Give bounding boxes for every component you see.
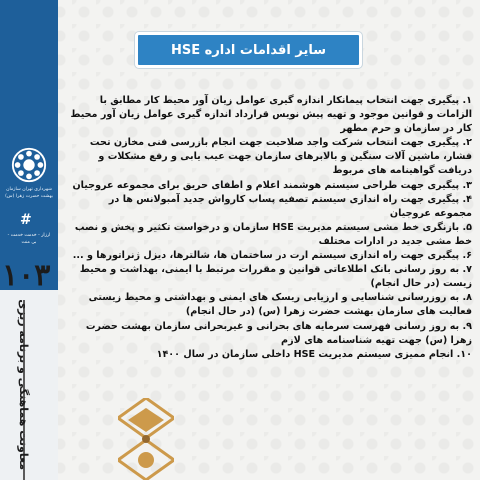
organization-emblem-icon	[10, 146, 48, 184]
list-item: ۳. پیگیری جهت طراحی سیستم هوشمند اعلام و اطفای حریق برای مجموعه عروجیان	[72, 179, 472, 191]
deputy-label: معاونت هماهنگی و برنامه ریزی	[17, 299, 30, 470]
list-item: ۴. پیگیری جهت راه اندازی سیستم تصفیه پساب کارواش جدید آمبولانس ها در مجموعه عروجیان	[108, 193, 472, 219]
actions-list	[70, 94, 472, 362]
list-item: ۲. پیگیری جهت انتخاب شرکت واجد صلاحیت جهت انجام بازرسی فنی مخازن تحت فشار، ماشین آلات سنگین و بالابرهای سازمان جهت عیب یابی و رفع مشکلات و دریافت گواهینامه های مربوط	[89, 137, 472, 177]
list-item: ۸. به روزرسانی شناسایی و ارزیابی ریسک های ایمنی و بهداشتی و محیط زیستی فعالیت های سازمان بهشت حضرت زهرا (س) (در حال انجام)	[88, 292, 472, 318]
list-item: ۱۰. انجام ممیزی سیستم مدیریت HSE داخلی سازمان در سال ۱۴۰۰	[156, 348, 472, 360]
list-item: ۵. بازنگری خط مشی سیستم مدیریت HSE سازمان و درخواست تکثیر و پخش و نصب خط مشی جدید در ادارات مختلف	[74, 221, 472, 247]
issue-number: ۱۰۳	[2, 258, 51, 293]
list-item: ۱. پیگیری جهت انتخاب پیمانکار اندازه گیری عوامل زیان آور محیط کار مطابق با الزامات و قوانین موجود و تهیه پیش نویس قرارداد اندازه گیری عوامل زیان آور محیط کار در سازمان و حرم مطهر	[70, 95, 472, 135]
organization-name: شهرداری تهران سازمان بهشت حضرت زهرا (س)	[5, 187, 53, 199]
hashtag-slogan	[6, 218, 52, 248]
list-item: ۹. به روز رسانی فهرست سرمایه های بحرانی و غیربحرانی سازمان بهشت حضرت زهرا (س) جهت تهیه شناسنامه های لازم	[85, 320, 472, 346]
list-item: ۶. پیگیری جهت راه اندازی سیستم ارت در ساختمان ها، شالترها، دیزل ژنراتورها و ...	[72, 250, 472, 262]
hashtag-text: ارزار - خدمت خدمت - بی منت	[7, 233, 51, 245]
decorative-ornament-icon	[118, 398, 174, 480]
hashtag-icon: #	[20, 212, 32, 228]
page-title: سایر اقدامات اداره HSE	[135, 32, 362, 68]
list-item: ۷. به روز رسانی بانک اطلاعاتی قوانین و مقررات مرتبط با ایمنی، بهداشت و محیط زیست (در حال انجام)	[79, 264, 472, 290]
